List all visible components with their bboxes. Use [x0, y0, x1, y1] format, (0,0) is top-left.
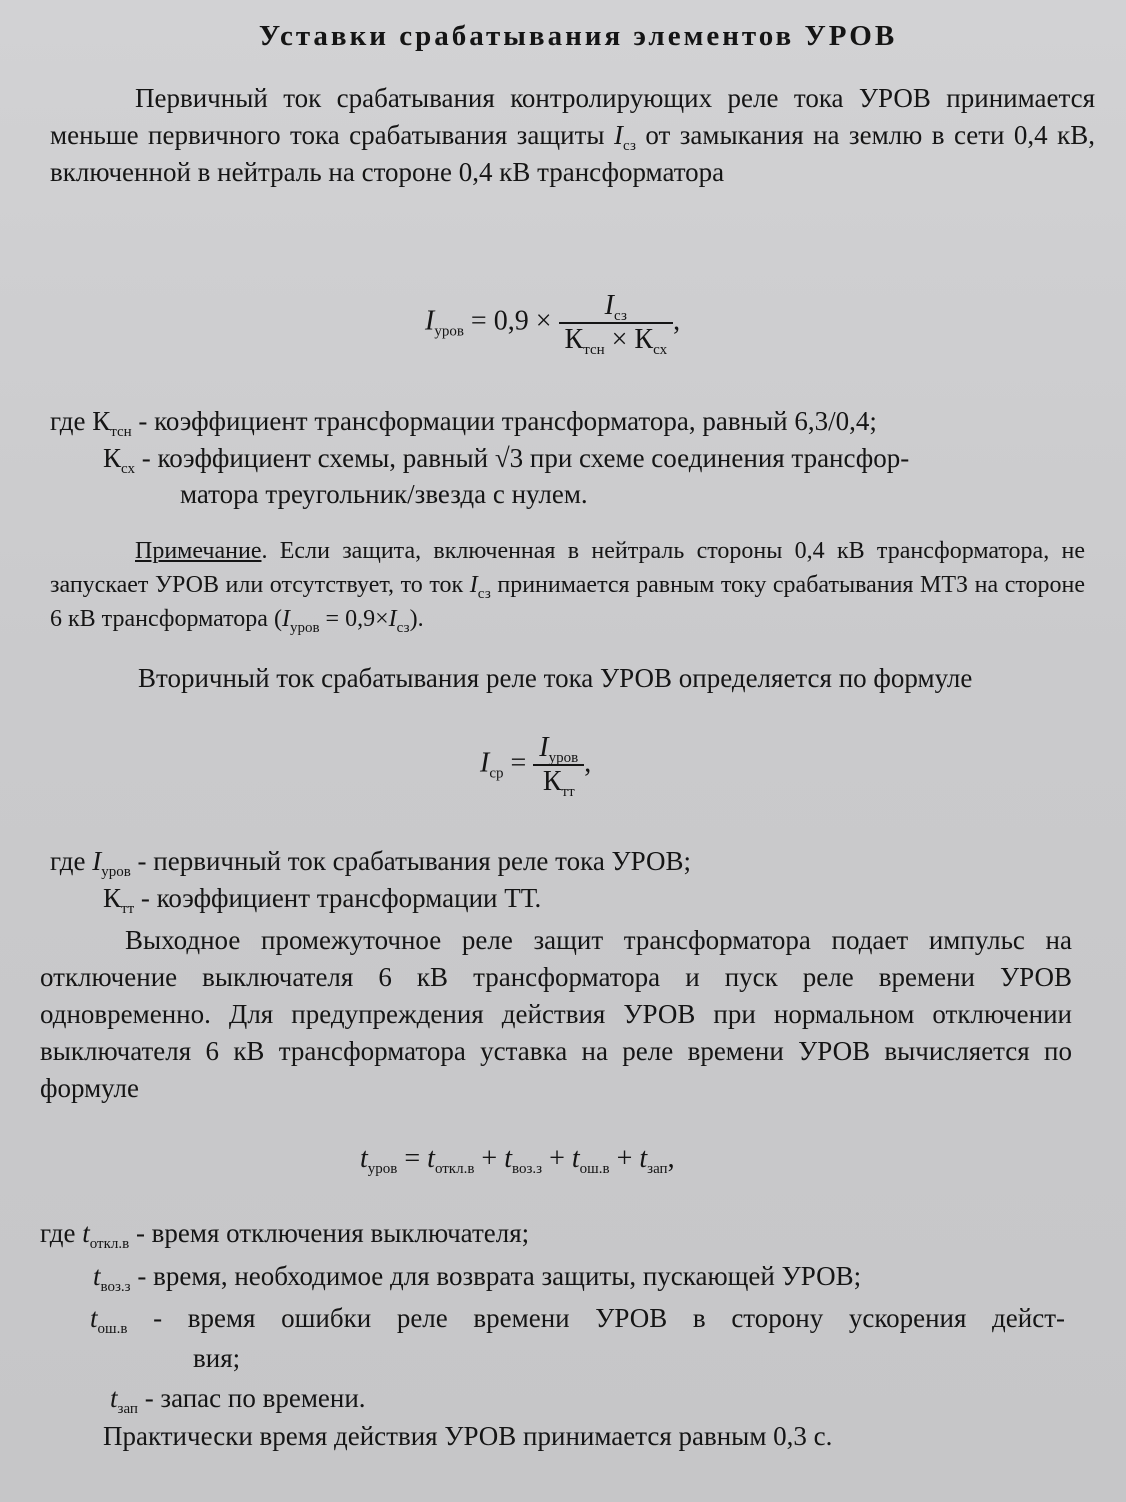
variable: t: [110, 1383, 118, 1413]
fraction-denominator: [533, 766, 584, 798]
subscript: тсн: [583, 342, 605, 358]
where-item: [180, 476, 588, 513]
note-label: Примечание: [135, 538, 262, 564]
formula-lhs: I: [425, 305, 435, 337]
variable: К: [564, 324, 584, 355]
variable: t: [360, 1143, 368, 1174]
formula-lhs: I: [480, 747, 490, 779]
formula-operator: = 0,9×: [319, 606, 389, 632]
where-text: - первичный ток срабатывания реле тока УРОВ;: [130, 846, 692, 876]
fraction-numerator: [533, 732, 584, 764]
subscript: сз: [396, 620, 410, 636]
subscript: зап: [117, 1401, 138, 1417]
formula-punct: ,: [673, 305, 681, 337]
subscript: воз.з: [512, 1161, 543, 1177]
subscript: тсн: [110, 424, 132, 440]
where-item: [90, 1300, 1065, 1337]
note-text: принимается равным току срабатывания МТЗ на стороне 6 кВ трансформатора (: [50, 572, 1086, 632]
formula-operator: × К: [611, 324, 654, 355]
formula-i-sr: [480, 732, 591, 798]
note-text: ).: [409, 606, 424, 632]
subscript: тт: [561, 784, 575, 800]
formula-operator: +: [609, 1143, 640, 1174]
subscript: уров: [289, 620, 320, 636]
where-item: [50, 843, 691, 880]
variable: I: [604, 290, 614, 321]
subscript: уров: [548, 750, 579, 766]
subscript: сз: [477, 586, 491, 602]
where-item: [103, 880, 541, 917]
where-text: - время ошибки реле времени УРОВ в сторону ускорения дейст-: [127, 1303, 1065, 1333]
where-lead: К: [103, 883, 122, 913]
variable: t: [504, 1143, 512, 1174]
where-item: [93, 1258, 861, 1295]
formula-operator: = 0,9 ×: [470, 305, 552, 337]
subscript: ош.в: [97, 1321, 128, 1337]
subscript: тт: [121, 901, 135, 917]
where-lead: К: [103, 443, 122, 473]
where-text: вия;: [193, 1343, 241, 1373]
subscript: уров: [367, 1161, 398, 1177]
formula-i-urov: [425, 290, 680, 356]
where-text: - запас по времени.: [137, 1383, 366, 1413]
variable: I: [539, 732, 549, 763]
where-text: - время, необходимое для возврата защиты, пускающей УРОВ;: [130, 1261, 862, 1291]
fraction-numerator: [559, 290, 674, 322]
where-item: [110, 1380, 366, 1417]
paragraph-text: от замыкания на землю в сети 0,4 кВ, включенной в нейтраль на стороне 0,4 кВ трансформатора: [50, 120, 1095, 187]
subscript: откл.в: [434, 1161, 475, 1177]
subscript: воз.з: [100, 1279, 131, 1295]
where-item: [50, 403, 877, 440]
where-lead: где: [40, 1218, 83, 1248]
fraction-denominator: [559, 324, 674, 356]
where-text: - коэффициент трансформации трансформатора, равный 6,3/0,4;: [131, 406, 877, 436]
formula-fraction: [559, 290, 674, 356]
variable: I: [613, 120, 623, 150]
variable: I: [469, 572, 478, 598]
formula-operator: =: [397, 1143, 428, 1174]
formula-operator: +: [474, 1143, 505, 1174]
subscript: сх: [121, 461, 135, 477]
subscript: сз: [613, 308, 627, 324]
formula-punct: ,: [584, 747, 592, 779]
subscript: ош.в: [579, 1161, 610, 1177]
variable: t: [82, 1218, 90, 1248]
subscript: откл.в: [89, 1236, 130, 1252]
subscript: сз: [622, 138, 636, 154]
formula-punct: ,: [667, 1143, 675, 1174]
subscript: уров: [101, 864, 131, 880]
subscript: уров: [434, 323, 464, 340]
where-item: [193, 1340, 240, 1377]
where-text: - коэффициент схемы, равный √3 при схеме соединения трансфор-: [134, 443, 910, 473]
where-lead: где К: [50, 406, 111, 436]
paragraph-relay-timing: Выходное промежуточное реле защит трансформатора подает импульс на отключение выключателя 6 кВ трансформатора и пуск реле времени УРОВ одновременно. Для предупреждения действия УРОВ при нормальном отключении выключателя 6 кВ трансформатора уставка на реле времени УРОВ вычисляется по формуле: [40, 925, 1072, 1103]
paragraph-secondary-current: Вторичный ток срабатывания реле тока УРОВ определяется по формуле: [138, 663, 973, 693]
variable: t: [427, 1143, 435, 1174]
formula-t-urov: [360, 1143, 675, 1175]
variable: I: [92, 846, 102, 876]
paragraph-conclusion: Практически время действия УРОВ принимается равным 0,3 с.: [103, 1421, 833, 1451]
variable: I: [388, 606, 397, 632]
formula-operator: +: [542, 1143, 572, 1174]
page-title: Уставки срабатывания элементов УРОВ: [258, 20, 898, 52]
where-text: матора треугольник/звезда с нулем.: [180, 479, 588, 509]
where-item: [103, 440, 909, 477]
formula-operator: =: [510, 747, 527, 779]
paragraph-primary-current: [50, 80, 1095, 191]
where-item: [40, 1215, 529, 1252]
subscript: ср: [489, 765, 504, 782]
note-text: . Если защита, включенная в нейтраль стороны 0,4 кВ трансформатора, не запускает УРОВ или отсутствует, то ток: [50, 538, 1085, 598]
variable: t: [571, 1143, 580, 1174]
note-paragraph: [50, 534, 1085, 636]
subscript: сх: [653, 342, 668, 358]
variable: К: [542, 766, 562, 797]
paragraph-text: Первичный ток срабатывания контролирующих реле тока УРОВ принимается меньше первичного тока срабатывания защиты: [50, 83, 1095, 150]
where-lead: где: [50, 846, 93, 876]
variable: t: [93, 1261, 101, 1291]
subscript: зап: [647, 1161, 668, 1177]
variable: t: [90, 1303, 98, 1333]
where-text: - коэффициент трансформации ТТ.: [134, 883, 542, 913]
where-text: - время отключения выключателя;: [129, 1218, 530, 1248]
variable: t: [639, 1143, 648, 1174]
variable: I: [281, 606, 290, 632]
formula-fraction: [533, 732, 584, 798]
